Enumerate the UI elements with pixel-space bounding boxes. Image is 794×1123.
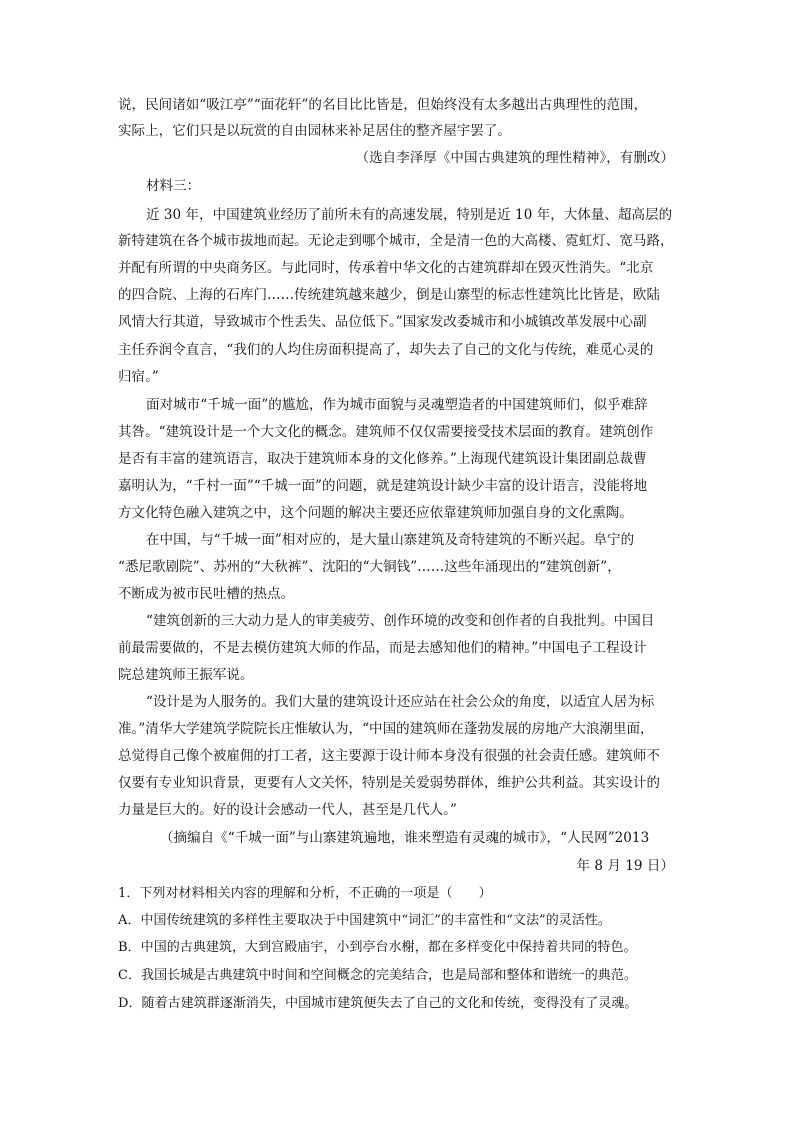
text-line: 面对城市“千城一面”的尴尬，作为城市面貌与灵魂塑造者的中国建筑师们，似乎难辞 [146,397,648,413]
text-line: “悉尼歌剧院”、苏州的“大秋裤”、沈阳的“大铜钱”……这些年涌现出的“建筑创新”， [118,559,621,575]
text-line: 实际上，它们只是以玩赏的自由园林来补足居住的整齐屋宇罢了。 [118,123,511,139]
text-line: “设计是为人服务的。我们大量的建筑设计还应站在社会公众的角度，以适宜人居为标 [146,694,655,710]
question-stem: 1．下列对材料相关内容的理解和分析，不正确的一项是（ ） [118,886,492,901]
text-line: 总觉得自己像个被雇佣的打工者，这主要源于设计师本身没有很强的社会责任感。建筑师不 [118,748,660,764]
text-line: 院总建筑师王振军说。 [118,667,254,683]
source-citation: 年 8 月 19 日） [576,858,674,874]
text-line: 方文化特色融入建筑之中，这个问题的解决主要还应依靠建筑师加强自身的文化熏陶。 [118,505,633,521]
text-line: 并配有所谓的中央商务区。与此同时，传承着中华文化的古建筑群却在毁灭性消失。“北京 [118,260,654,276]
text-line: 是否有丰富的建筑语言，取决于建筑师本身的文化修养。”上海现代建筑设计集团副总裁曹 [118,451,647,467]
text-line: 主任乔润令直言，“我们的人均住房面积提高了，却失去了自己的文化与传统，难觅心灵的 [118,342,654,358]
text-line: 其咎。“建筑设计是一个大文化的概念。建筑师不仅仅需要接受技术层面的教育。建筑创作 [118,424,654,440]
option-a: A．中国传统建筑的多样性主要取决于中国建筑中“词汇”的丰富性和“文法”的灵活性。 [118,913,611,928]
text-line: 归宿。” [118,369,159,385]
text-line: 嘉明认为，“千村一面”“千城一面”的问题，就是建筑设计缺少丰富的设计语言，没能将地 [118,478,648,494]
source-citation: （摘编自《“千城一面”与山寨建筑遍地，谁来塑造有灵魂的城市》，“人民网”2013 [160,830,650,846]
text-line: 前最需要做的，不是去模仿建筑大师的作品，而是去感知他们的精神。”中国电子工程设计 [118,640,647,656]
option-c: C．我国长城是古典建筑中时间和空间概念的完美结合，也是局部和整体和谐统一的典范。 [118,968,637,983]
text-line: 力量是巨大的。好的设计会感动一代人，甚至是几代人。” [118,802,457,818]
text-line: 新特建筑在各个城市拔地而起。无论走到哪个城市，全是清一色的大高楼、霓虹灯、宽马路， [118,233,674,249]
option-d: D．随着古建筑群逐渐消失，中国城市建筑便失去了自己的文化和传统，变得没有了灵魂。 [118,996,638,1011]
text-line: 风情大行其道，导致城市个性丢失、品位低下。”国家发改委城市和小城镇改革发展中心副 [118,314,647,330]
text-line: 在中国，与“千城一面”相对应的，是大量山寨建筑及奇特建筑的不断兴起。阜宁的 [146,532,635,548]
text-line: 说，民间诸如“吸江亭”“面花轩”的名目比比皆是，但始终没有太多越出古典理性的范围， [118,97,648,113]
text-line: 不断成为被市民吐槽的热点。 [118,586,295,602]
text-line: 仅要有专业知识背景，更要有人文关怀，特别是关爱弱势群体，维护公共利益。其实设计的 [118,775,660,791]
text-line: 的四合院、上海的石库门……传统建筑越来越少，倒是山寨型的标志性建筑比比皆是，欧陆 [118,287,660,303]
source-citation: （选自李泽厚《中国古典建筑的理性精神》，有删改） [355,150,674,166]
text-line: “建筑创新的三大动力是人的审美疲劳、创作环境的改变和创作者的自我批判。中国目 [146,613,655,629]
option-b: B．中国的古典建筑，大到宫殿庙宇，小到亭台水榭，都在多样变化中保持着共同的特色。 [118,940,637,955]
section-heading: 材料三： [146,178,201,194]
text-line: 准。”清华大学建筑学院院长庄惟敏认为，“中国的建筑师在蓬勃发展的房地产大浪潮里面， [118,721,654,737]
text-line: 近 30 年，中国建筑业经历了前所未有的高速发展，特别是近 10 年，大体量、超高层的 [146,207,673,223]
